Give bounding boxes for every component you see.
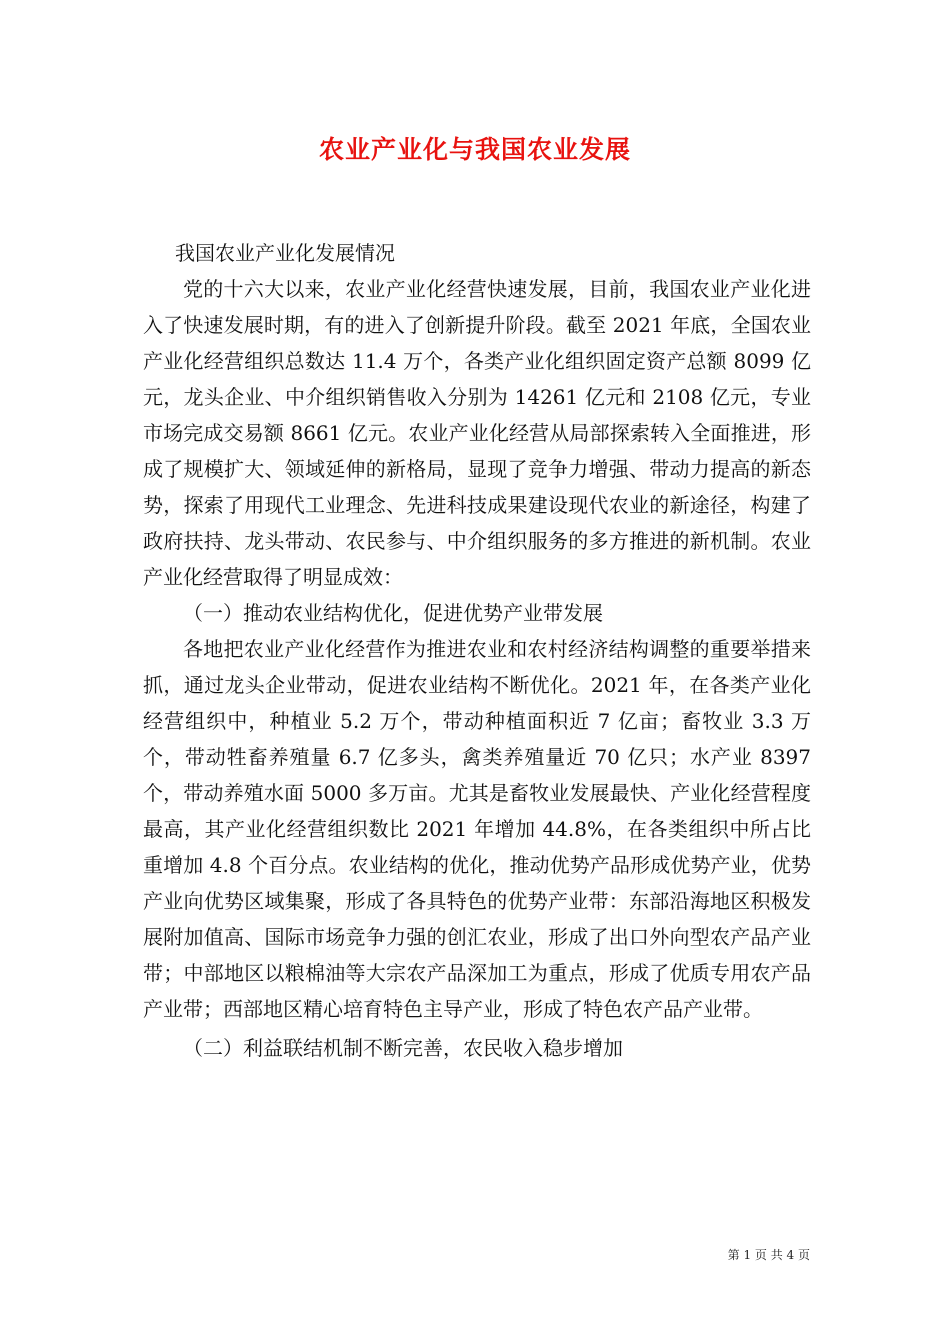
subsection-heading: （一）推动农业结构优化，促进优势产业带发展 <box>183 601 603 625</box>
document-body <box>143 235 811 1066</box>
document-title: 农业产业化与我国农业发展 <box>318 135 631 164</box>
page-number: 第 1 页 共 4 页 <box>727 1248 810 1262</box>
paragraph: 党的十六大以来，农业产业化经营快速发展，目前，我国农业产业化进入了快速发展时期，有的进入了创新提升阶段。截至 2021 年底，全国农业产业化经营组织总数达 11.4 万个，各类产业化组织固定资产总额 8099 亿元，龙头企业、中介组织销售收入分别为 14261 亿元和 2108 亿元，专业市场完成交易额 8661 亿元。农业产业化经营从局部探索转入全面推进，形成了规模扩大、领域延伸的新格局，显现了竞争力增强、带动力提高的新态势，探索了用现代工业理念、先进科技成果建设现代农业的新途径，构建了政府扶持、龙头带动、农民参与、中介组织服务的多方推进的新机制。农业产业化经营取得了明显成效： <box>143 277 811 589</box>
paragraph: 各地把农业产业化经营作为推进农业和农村经济结构调整的重要举措来抓，通过龙头企业带动，促进农业结构不断优化。2021 年，在各类产业化经营组织中，种植业 5.2 万个，带动种植面积近 7 亿亩；畜牧业 3.3 万个，带动牲畜养殖量 6.7 亿多头，禽类养殖量近 70 亿只；水产业 8397 个，带动养殖水面 5000 多万亩。尤其是畜牧业发展最快、产业化经营程度最高，其产业化经营组织数比 2021 年增加 44.8%，在各类组织中所占比重增加 4.8 个百分点。农业结构的优化，推动优势产品形成优势产业，优势产业向优势区域集聚，形成了各具特色的优势产业带：东部沿海地区积极发展附加值高、国际市场竞争力强的创汇农业，形成了出口外向型农产品产业带；中部地区以粮棉油等大宗农产品深加工为重点，形成了优质专用农产品产业带；西部地区精心培育特色主导产业，形成了特色农产品产业带。 <box>143 637 811 1021</box>
subsection-heading: （二）利益联结机制不断完善，农民收入稳步增加 <box>183 1036 623 1060</box>
section-heading: 我国农业产业化发展情况 <box>175 241 395 265</box>
